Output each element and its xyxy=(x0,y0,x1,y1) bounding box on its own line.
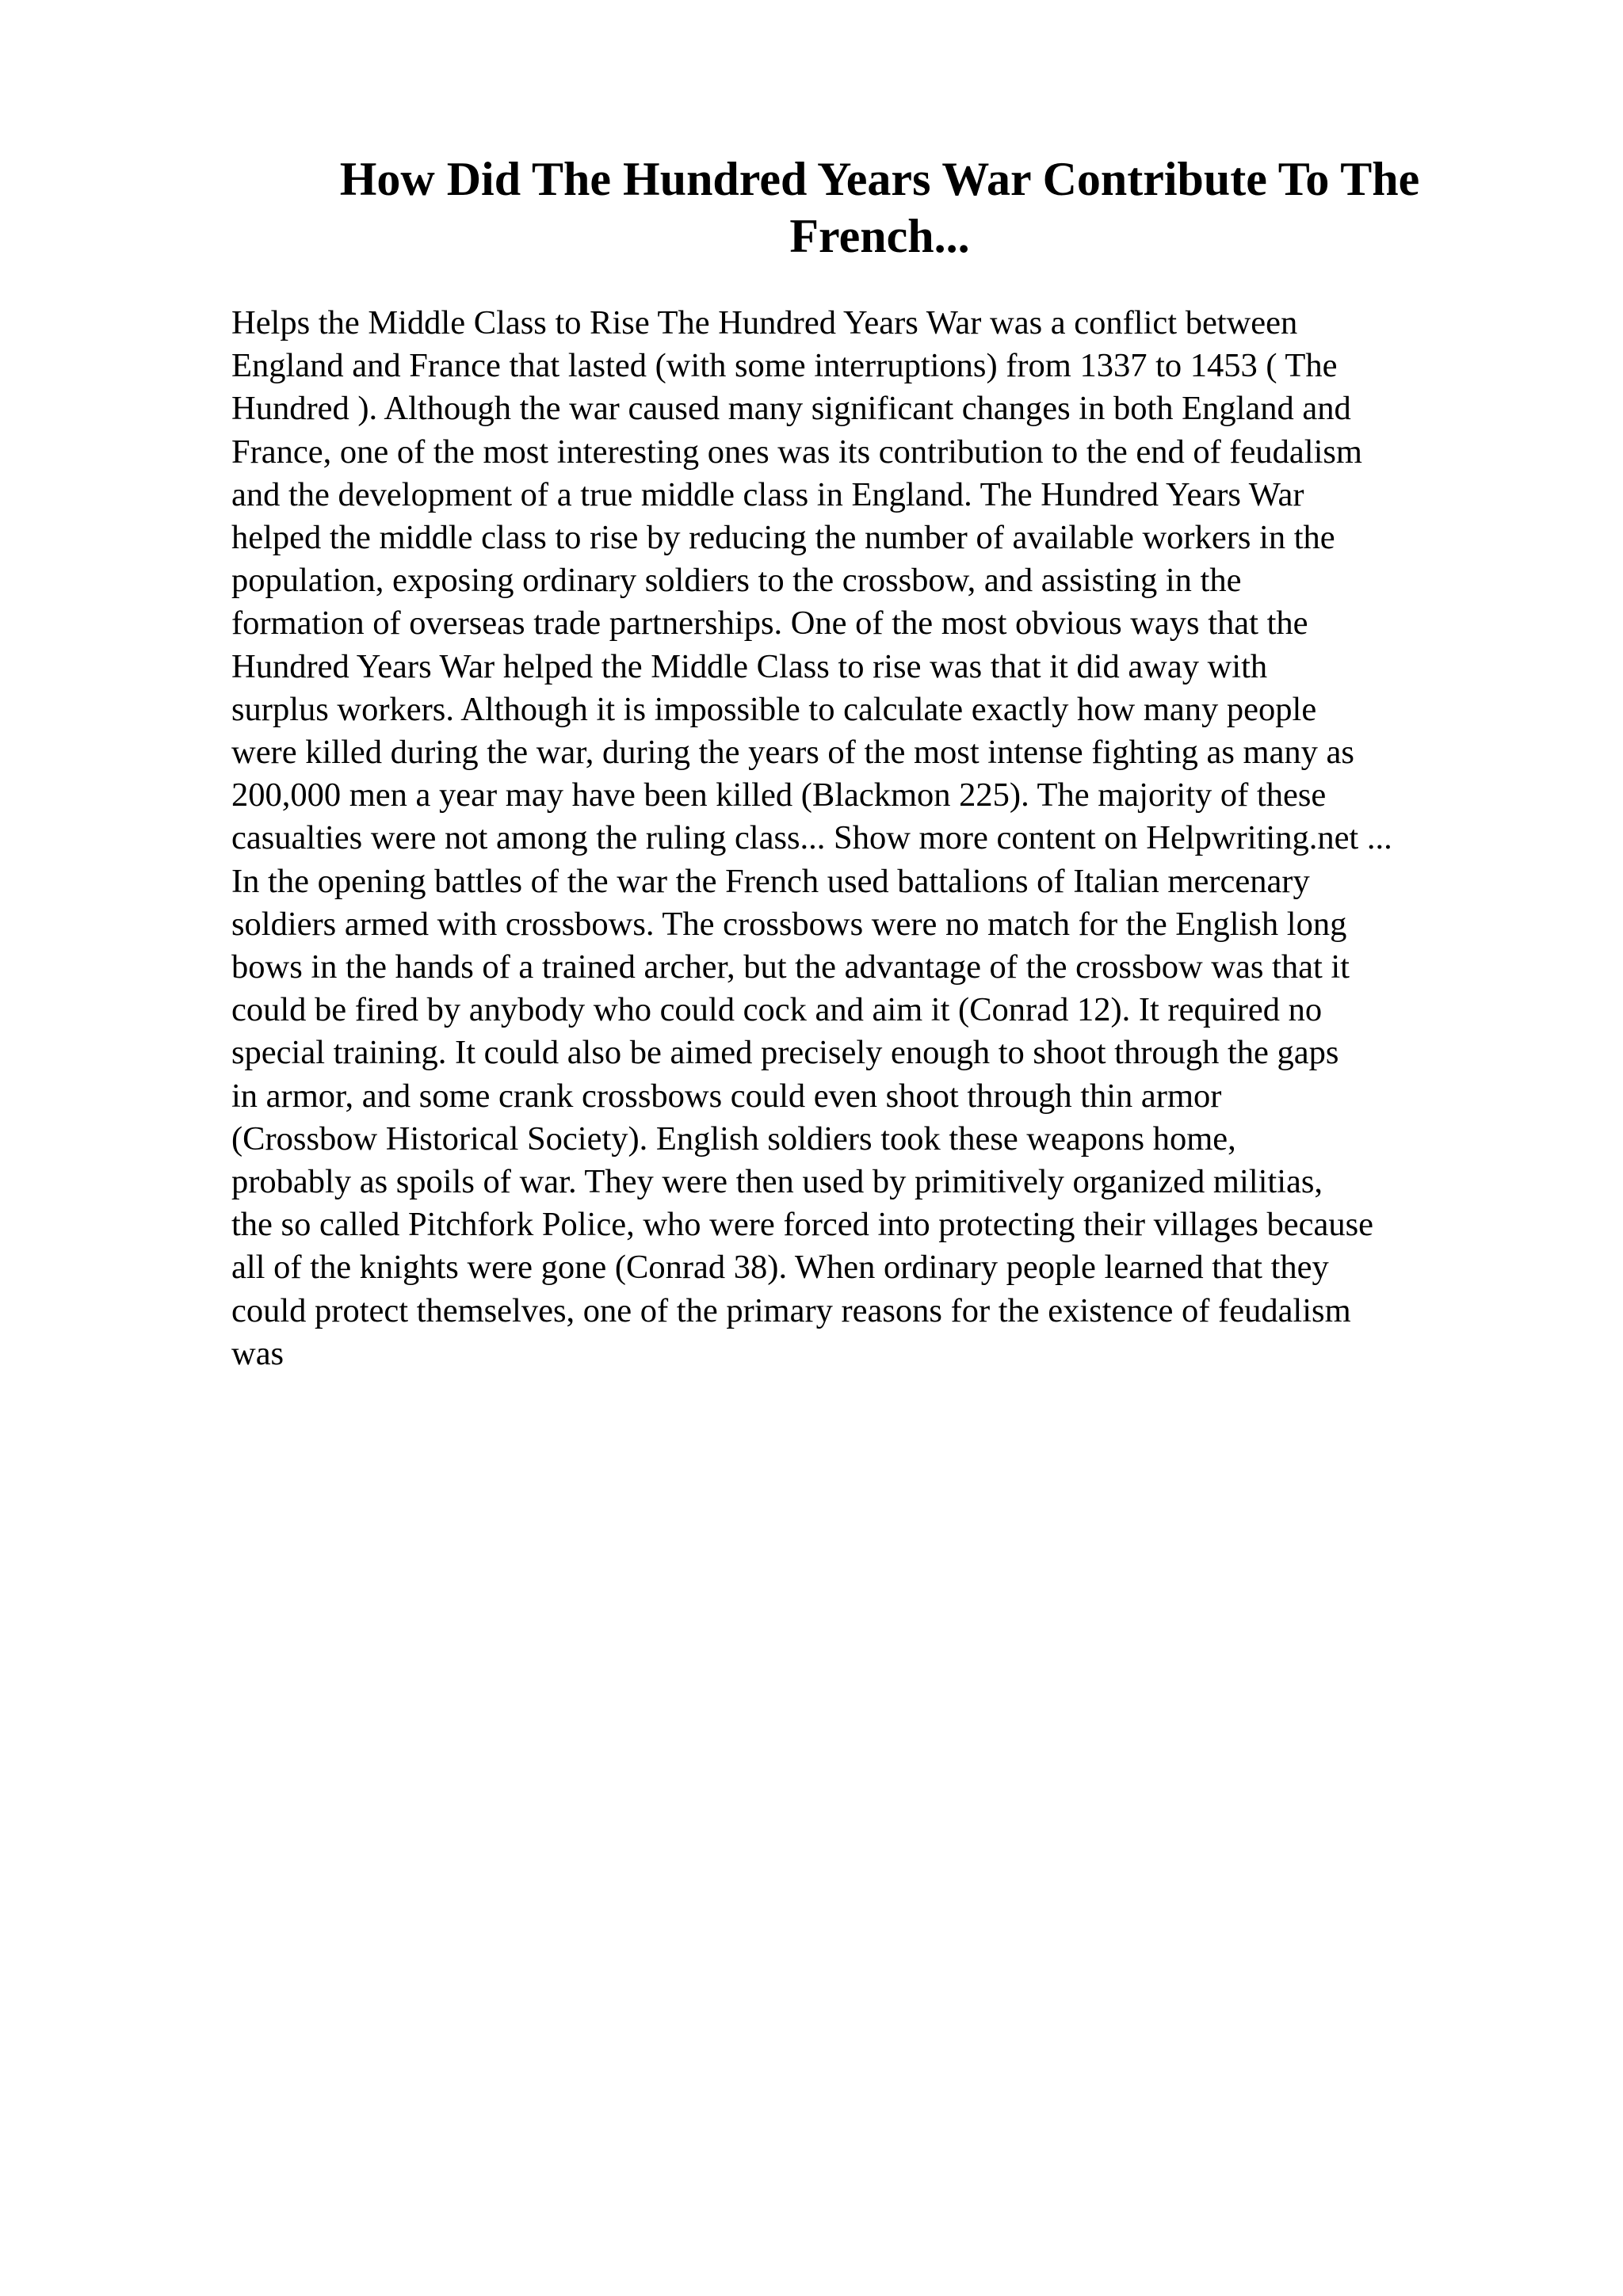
body-line: surplus workers. Although it is impossible to calculate exactly how many people xyxy=(231,690,1317,728)
body-line: probably as spoils of war. They were then used by primitively organized militias, xyxy=(231,1163,1323,1201)
title-line: French... xyxy=(789,210,970,262)
body-line: England and France that lasted (with some interruptions) from 1337 to 1453 ( The xyxy=(231,347,1338,385)
body-line: Hundred Years War helped the Middle Class to rise was that it did away with xyxy=(231,647,1268,685)
body-line: was xyxy=(231,1334,285,1372)
body-line: the so called Pitchfork Police, who were forced into protecting their villages because xyxy=(231,1206,1373,1244)
body-line: could be fired by anybody who could cock and aim it (Conrad 12). It required no xyxy=(231,991,1323,1029)
body-line: In the opening battles of the war the French used battalions of Italian mercenary xyxy=(231,862,1310,900)
body-line: special training. It could also be aimed precisely enough to shoot through the gaps xyxy=(231,1034,1339,1072)
title-line: How Did The Hundred Years War Contribute To The xyxy=(339,153,1420,205)
document-body xyxy=(231,302,1515,1375)
body-line: casualties were not among the ruling class... Show more content on Helpwriting.net ... xyxy=(231,819,1392,857)
body-line: population, exposing ordinary soldiers to the crossbow, and assisting in the xyxy=(231,562,1242,600)
body-line: (Crossbow Historical Society). English soldiers took these weapons home, xyxy=(231,1119,1236,1158)
body-line: Helps the Middle Class to Rise The Hundred Years War was a conflict between xyxy=(231,304,1298,341)
body-line: bows in the hands of a trained archer, but the advantage of the crossbow was that it xyxy=(231,948,1350,986)
body-line: were killed during the war, during the years of the most intense fighting as many as xyxy=(231,734,1354,772)
body-line: formation of overseas trade partnerships. One of the most obvious ways that the xyxy=(231,605,1308,643)
body-line: in armor, and some crank crossbows could even shoot through thin armor xyxy=(231,1077,1222,1115)
body-line: helped the middle class to rise by reducing the number of available workers in the xyxy=(231,519,1335,557)
body-line: could protect themselves, one of the primary reasons for the existence of feudalism xyxy=(231,1291,1351,1329)
body-line: France, one of the most interesting ones was its contribution to the end of feudalism xyxy=(231,433,1362,471)
body-line: Hundred ). Although the war caused many significant changes in both England and xyxy=(231,390,1351,428)
document-title xyxy=(269,151,1490,265)
body-line: and the development of a true middle class in England. The Hundred Years War xyxy=(231,475,1304,513)
body-line: soldiers armed with crossbows. The crossbows were no match for the English long xyxy=(231,905,1347,943)
body-line: 200,000 men a year may have been killed (Blackmon 225). The majority of these xyxy=(231,776,1327,814)
body-line: all of the knights were gone (Conrad 38). When ordinary people learned that they xyxy=(231,1249,1329,1287)
